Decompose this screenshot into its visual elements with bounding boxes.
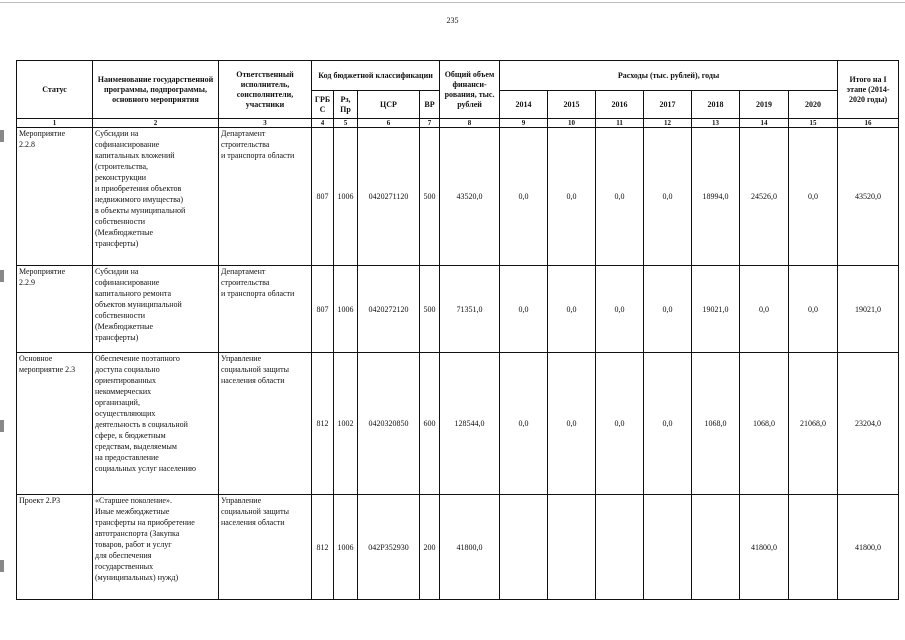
cell-2019: 24526,0 bbox=[740, 128, 789, 266]
header-itogo: Итого на I этапе (2014-2020 годы) bbox=[838, 61, 899, 119]
cell-2020 bbox=[789, 495, 838, 600]
column-number: 1 bbox=[17, 119, 93, 128]
cell-2020: 0,0 bbox=[789, 266, 838, 353]
cell-2015 bbox=[548, 495, 596, 600]
cell-2018: 1068,0 bbox=[692, 353, 740, 495]
cell-2016: 0,0 bbox=[596, 266, 644, 353]
scan-margin-mark bbox=[0, 130, 4, 142]
header-status: Статус bbox=[17, 61, 93, 119]
cell-2016: 0,0 bbox=[596, 128, 644, 266]
header-expenses: Расходы (тыс. рублей), годы bbox=[500, 61, 838, 91]
cell-2014: 0,0 bbox=[500, 353, 548, 495]
cell-csr: 042P352930 bbox=[358, 495, 420, 600]
cell-name: Обеспечение поэтапного доступа социально ориентированных некоммерческих организаций, осуществляющих деятельность в социальной сфере, к бюджетным средствам, выделяемым на предоставление социальных услуг населению bbox=[93, 353, 219, 495]
cell-total: 41800,0 bbox=[440, 495, 500, 600]
scan-margin-mark bbox=[0, 420, 4, 432]
cell-2018: 18994,0 bbox=[692, 128, 740, 266]
cell-itogo: 41800,0 bbox=[838, 495, 899, 600]
column-number-row bbox=[17, 119, 899, 128]
cell-2017 bbox=[644, 495, 692, 600]
column-number: 12 bbox=[644, 119, 692, 128]
cell-2014 bbox=[500, 495, 548, 600]
cell-grbs: 812 bbox=[312, 353, 334, 495]
column-number: 5 bbox=[334, 119, 358, 128]
cell-2016 bbox=[596, 495, 644, 600]
cell-2017: 0,0 bbox=[644, 128, 692, 266]
cell-grbs: 807 bbox=[312, 128, 334, 266]
header-total: Общий объем финанси- рования, тыс. рублей bbox=[440, 61, 500, 119]
cell-itogo: 43520,0 bbox=[838, 128, 899, 266]
cell-total: 71351,0 bbox=[440, 266, 500, 353]
cell-rzpr: 1006 bbox=[334, 128, 358, 266]
cell-2019: 1068,0 bbox=[740, 353, 789, 495]
table-row bbox=[17, 266, 899, 353]
column-number: 11 bbox=[596, 119, 644, 128]
cell-2017: 0,0 bbox=[644, 266, 692, 353]
cell-grbs: 812 bbox=[312, 495, 334, 600]
header-year: 2017 bbox=[644, 91, 692, 119]
cell-2014: 0,0 bbox=[500, 128, 548, 266]
cell-2020: 0,0 bbox=[789, 128, 838, 266]
cell-executor: Департамент строительства и транспорта области bbox=[219, 128, 312, 266]
column-number: 2 bbox=[93, 119, 219, 128]
scan-margin-mark bbox=[0, 560, 4, 572]
header-year: 2018 bbox=[692, 91, 740, 119]
header-year: 2019 bbox=[740, 91, 789, 119]
cell-csr: 0420320850 bbox=[358, 353, 420, 495]
cell-executor: Управление социальной защиты населения области bbox=[219, 495, 312, 600]
header-csr: ЦСР bbox=[358, 91, 420, 119]
header-executor: Ответственный исполнитель, соисполнители, участники bbox=[219, 61, 312, 119]
header-vr: ВР bbox=[420, 91, 440, 119]
column-number: 14 bbox=[740, 119, 789, 128]
cell-vr: 200 bbox=[420, 495, 440, 600]
cell-grbs: 807 bbox=[312, 266, 334, 353]
cell-vr: 600 bbox=[420, 353, 440, 495]
page-number: 235 bbox=[446, 16, 459, 25]
cell-name: Субсидии на софинансирование капитального ремонта объектов муниципальной собственности (Межбюджетные трансферты) bbox=[93, 266, 219, 353]
cell-executor: Департамент строительства и транспорта области bbox=[219, 266, 312, 353]
header-rzpr: Рз, Пр bbox=[334, 91, 358, 119]
column-number: 9 bbox=[500, 119, 548, 128]
cell-2017: 0,0 bbox=[644, 353, 692, 495]
table-row bbox=[17, 128, 899, 266]
cell-csr: 0420272120 bbox=[358, 266, 420, 353]
cell-itogo: 23204,0 bbox=[838, 353, 899, 495]
header-year: 2016 bbox=[596, 91, 644, 119]
column-number: 4 bbox=[312, 119, 334, 128]
cell-rzpr: 1006 bbox=[334, 266, 358, 353]
cell-2015: 0,0 bbox=[548, 266, 596, 353]
cell-csr: 0420271120 bbox=[358, 128, 420, 266]
scan-margin-mark bbox=[0, 270, 4, 282]
header-year: 2015 bbox=[548, 91, 596, 119]
cell-2018: 19021,0 bbox=[692, 266, 740, 353]
cell-status: Мероприятие 2.2.9 bbox=[17, 266, 93, 353]
column-number: 8 bbox=[440, 119, 500, 128]
cell-rzpr: 1006 bbox=[334, 495, 358, 600]
column-number: 15 bbox=[789, 119, 838, 128]
cell-2019: 0,0 bbox=[740, 266, 789, 353]
header-budget-code: Код бюджетной классификации bbox=[312, 61, 440, 91]
table-row bbox=[17, 353, 899, 495]
column-number: 6 bbox=[358, 119, 420, 128]
cell-status: Основное мероприятие 2.3 bbox=[17, 353, 93, 495]
scan-top-line bbox=[0, 2, 905, 3]
budget-table bbox=[16, 60, 899, 600]
header-year: 2020 bbox=[789, 91, 838, 119]
cell-rzpr: 1002 bbox=[334, 353, 358, 495]
cell-2016: 0,0 bbox=[596, 353, 644, 495]
cell-2015: 0,0 bbox=[548, 353, 596, 495]
table-row bbox=[17, 495, 899, 600]
cell-status: Мероприятие 2.2.8 bbox=[17, 128, 93, 266]
cell-total: 43520,0 bbox=[440, 128, 500, 266]
header-year: 2014 bbox=[500, 91, 548, 119]
header-name: Наименование государственной программы, подпрограммы, основного мероприятия bbox=[93, 61, 219, 119]
header-grbs: ГРБ С bbox=[312, 91, 334, 119]
column-number: 10 bbox=[548, 119, 596, 128]
column-number: 13 bbox=[692, 119, 740, 128]
cell-vr: 500 bbox=[420, 266, 440, 353]
cell-2020: 21068,0 bbox=[789, 353, 838, 495]
cell-2019: 41800,0 bbox=[740, 495, 789, 600]
cell-name: Субсидии на софинансирование капитальных вложений (строительства, реконструкции и приобретения объектов недвижимого имущества) в объекты муниципальной собственности (Межбюджетные трансферты) bbox=[93, 128, 219, 266]
cell-itogo: 19021,0 bbox=[838, 266, 899, 353]
cell-2018 bbox=[692, 495, 740, 600]
cell-vr: 500 bbox=[420, 128, 440, 266]
cell-status: Проект 2.Р3 bbox=[17, 495, 93, 600]
cell-executor: Управление социальной защиты населения области bbox=[219, 353, 312, 495]
cell-2014: 0,0 bbox=[500, 266, 548, 353]
cell-2015: 0,0 bbox=[548, 128, 596, 266]
column-number: 3 bbox=[219, 119, 312, 128]
column-number: 7 bbox=[420, 119, 440, 128]
cell-name: «Старшее поколение». Иные межбюджетные трансферты на приобретение автотранспорта (Закупка товаров, работ и услуг для обеспечения государственных (муниципальных) нужд) bbox=[93, 495, 219, 600]
column-number: 16 bbox=[838, 119, 899, 128]
cell-total: 128544,0 bbox=[440, 353, 500, 495]
